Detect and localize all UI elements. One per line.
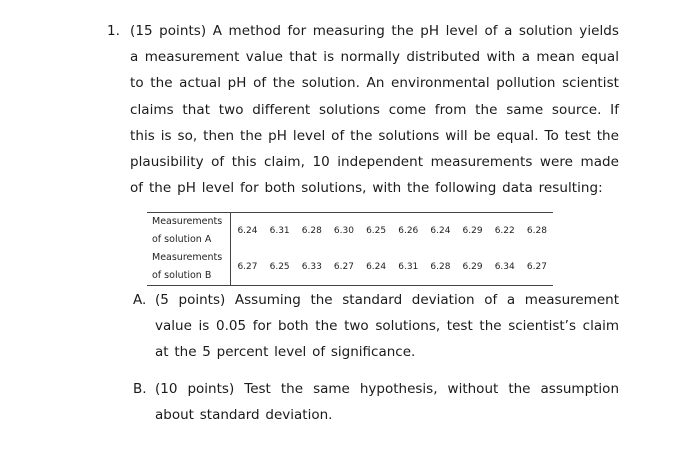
table-cell: 6.34	[494, 262, 515, 272]
part-b-text: (10 points) Test the same hypothesis, without the assumption about standard deviation.	[155, 380, 619, 423]
row-header-solution-a	[147, 213, 231, 250]
table-cell: 6.27	[333, 262, 354, 272]
table-cell: 6.27	[237, 262, 258, 272]
table-cell: 6.24	[237, 226, 258, 236]
part-a-text: (5 points) Assuming the standard deviation of a measurement value is 0.05 for both the two solutions, test the scientist’s claim at the 5 percent level of significance.	[155, 292, 619, 361]
problem-number: 1.	[107, 23, 120, 39]
table-cell: 6.28	[301, 226, 322, 236]
table-cell: 6.30	[333, 226, 354, 236]
row-header-line1: Measurements	[152, 216, 223, 227]
table-cell: 6.29	[462, 262, 483, 272]
part-b	[133, 376, 619, 428]
table-cell: 6.25	[269, 262, 290, 272]
table-row-solution-b	[147, 249, 553, 286]
table-cell: 6.29	[462, 226, 483, 236]
table-cell: 6.26	[398, 226, 419, 236]
row-header-line2: of solution B	[152, 270, 212, 281]
part-a-letter: A.	[133, 292, 147, 308]
table-cell: 6.24	[366, 262, 387, 272]
part-b-letter: B.	[133, 380, 147, 397]
part-a	[133, 287, 619, 366]
sub-questions	[133, 287, 619, 438]
table-cell: 6.25	[366, 226, 387, 236]
problem-1	[107, 18, 619, 201]
row-header-line1: Measurements	[152, 252, 223, 263]
row-header-solution-b	[147, 249, 231, 286]
problem-statement: (15 points) A method for measuring the pH level of a solution yields a measurement value that is normally distributed with a mean equal to the actual pH of the solution. An environmental pollution scientist claims that two different solutions come from the same source. If this is so, then the pH level of the solutions will be equal. To test the plausibility of this claim, 10 independent measurements were made of the pH level for both solutions, with the following data resulting:	[130, 23, 619, 197]
table-cell: 6.31	[398, 262, 419, 272]
row-header-line2: of solution A	[152, 234, 212, 245]
table-cell: 6.28	[430, 262, 451, 272]
table-cell: 6.33	[301, 262, 322, 272]
table-cell: 6.28	[526, 226, 547, 236]
measurements-table	[147, 212, 553, 286]
table-cell: 6.27	[526, 262, 547, 272]
table-row-solution-a	[147, 213, 553, 250]
table-cell: 6.24	[430, 226, 451, 236]
table-cell: 6.31	[269, 226, 290, 236]
table-cell: 6.22	[494, 226, 515, 236]
